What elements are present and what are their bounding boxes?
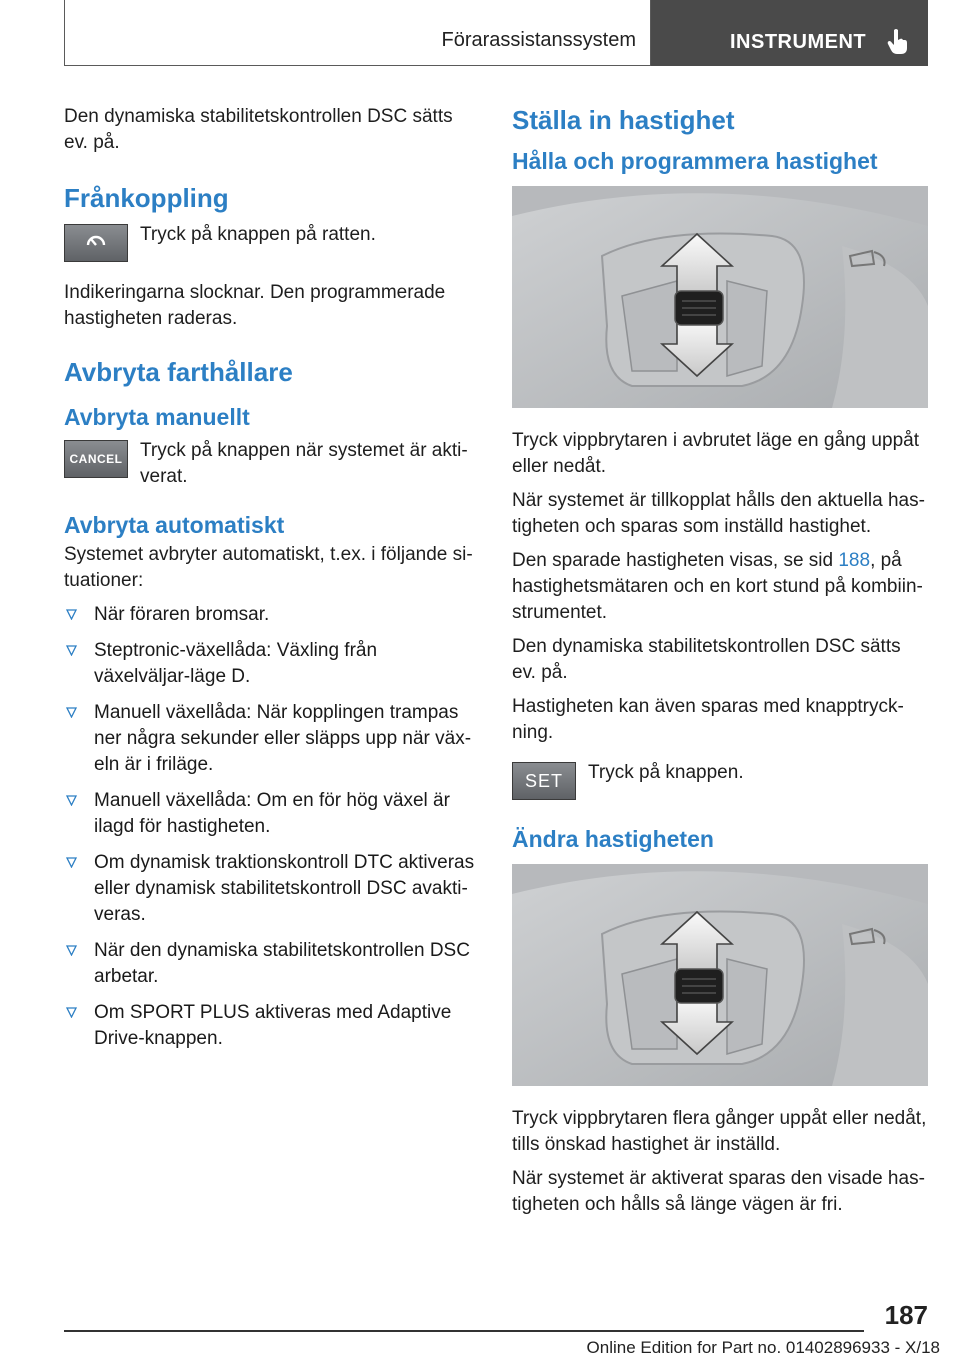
set-button-image: SET (512, 762, 576, 800)
list-item: När den dynamiska stabilitetskontrollen DSC arbetar. (64, 938, 478, 990)
steering-wheel-rocker-photo-2 (512, 864, 928, 1086)
triangle-bullet-icon (66, 1007, 77, 1018)
list-item: Om SPORT PLUS aktiveras med Adaptive Drive-knappen. (64, 1000, 478, 1052)
triangle-bullet-icon (66, 857, 77, 868)
heading-avbryta-farthallare: Avbryta farthållare (64, 357, 293, 387)
heading-halla-programmera: Hålla och programmera hastighet (512, 148, 878, 174)
heading-avbryta-manuellt: Avbryta manuellt (64, 404, 250, 430)
right-column (512, 104, 928, 1226)
list-item: Steptronic-växellåda: Växling från växelväljar-läge D. (64, 638, 478, 690)
steering-wheel-rocker-photo (512, 186, 928, 408)
cancel-button-image: CANCEL (64, 440, 128, 478)
heading-frankoppling: Frånkoppling (64, 183, 229, 213)
heading-stalla-in-hastighet: Ställa in hastighet (512, 105, 735, 135)
page-number: 187 (884, 1300, 928, 1330)
rocker-text: Tryck vippbrytaren i avbrutet läge en gång uppåt eller nedåt. (512, 430, 919, 477)
triangle-bullet-icon (66, 609, 77, 620)
list-item: Manuell växellåda: Om en för hög växel är ilagd för hastigheten. (64, 788, 478, 840)
multi-press-text: Tryck vippbrytaren flera gånger uppåt eller nedåt, tills önskad hastighet är inställd. (512, 1108, 927, 1155)
frankoppling-after-text: Indikeringarna slocknar. Den programmerade hastigheten raderas. (64, 282, 446, 329)
chapter-title: INSTRUMENT (730, 31, 867, 53)
cruise-control-button-image (64, 224, 128, 262)
frankoppling-row (64, 222, 478, 262)
cruise-off-icon (83, 231, 109, 255)
intro-text: Den dynamiska stabilitetskontrollen DSC sätts ev. på. (64, 106, 453, 153)
abort-conditions-list (64, 602, 478, 1052)
heading-andra-hastigheten: Ändra hastigheten (512, 826, 714, 852)
chapter-tab[interactable] (651, 0, 928, 66)
displayed-speed-text: Den sparade hastigheten visas, se sid 188, på hastighetsmätaren och en kort stund på kombiin-strumentet. (512, 550, 923, 623)
heading-avbryta-automatiskt: Avbryta automatiskt (64, 512, 285, 538)
triangle-bullet-icon (66, 945, 77, 956)
list-item: När föraren bromsar. (64, 602, 478, 628)
button-save-text: Hastigheten kan även sparas med knapptryck-ning. (512, 696, 904, 743)
section-title: Förarassistanssystem (64, 0, 651, 66)
set-row (512, 760, 928, 800)
left-column (64, 104, 478, 1062)
dsc-text: Den dynamiska stabilitetskontrollen DSC sätts ev. på. (512, 636, 901, 683)
triangle-bullet-icon (66, 707, 77, 718)
triangle-bullet-icon (66, 645, 77, 656)
automatiskt-text: Systemet avbryter automatiskt, t.ex. i följande si-tuationer: (64, 544, 473, 591)
manuellt-row (64, 438, 478, 490)
stored-speed-text: När systemet är tillkopplat hålls den aktuella has-tigheten och sparas som inställd hastighet. (512, 490, 925, 537)
hand-pointer-icon (886, 28, 910, 56)
triangle-bullet-icon (66, 795, 77, 806)
footer-divider (64, 1330, 864, 1332)
page-header (64, 0, 928, 66)
manuellt-text: Tryck på knappen när systemet är akti-verat. (140, 440, 468, 487)
list-item: Manuell växellåda: När kopplingen trampas ner några sekunder eller släpps upp när väx-eln är i friläge. (64, 700, 478, 778)
frankoppling-text: Tryck på knappen på ratten. (140, 224, 376, 245)
hold-speed-text: När systemet är aktiverat sparas den visade has-tigheten och hålls så länge vägen är fri. (512, 1168, 925, 1215)
set-text: Tryck på knappen. (588, 762, 744, 783)
page-reference-link[interactable]: 188 (838, 550, 871, 571)
list-item: Om dynamisk traktionskontroll DTC aktiveras eller dynamisk stabilitetskontroll DSC avakti-veras. (64, 850, 478, 928)
footer-edition: Online Edition for Part no. 01402896933 - X/18 (586, 1338, 940, 1357)
